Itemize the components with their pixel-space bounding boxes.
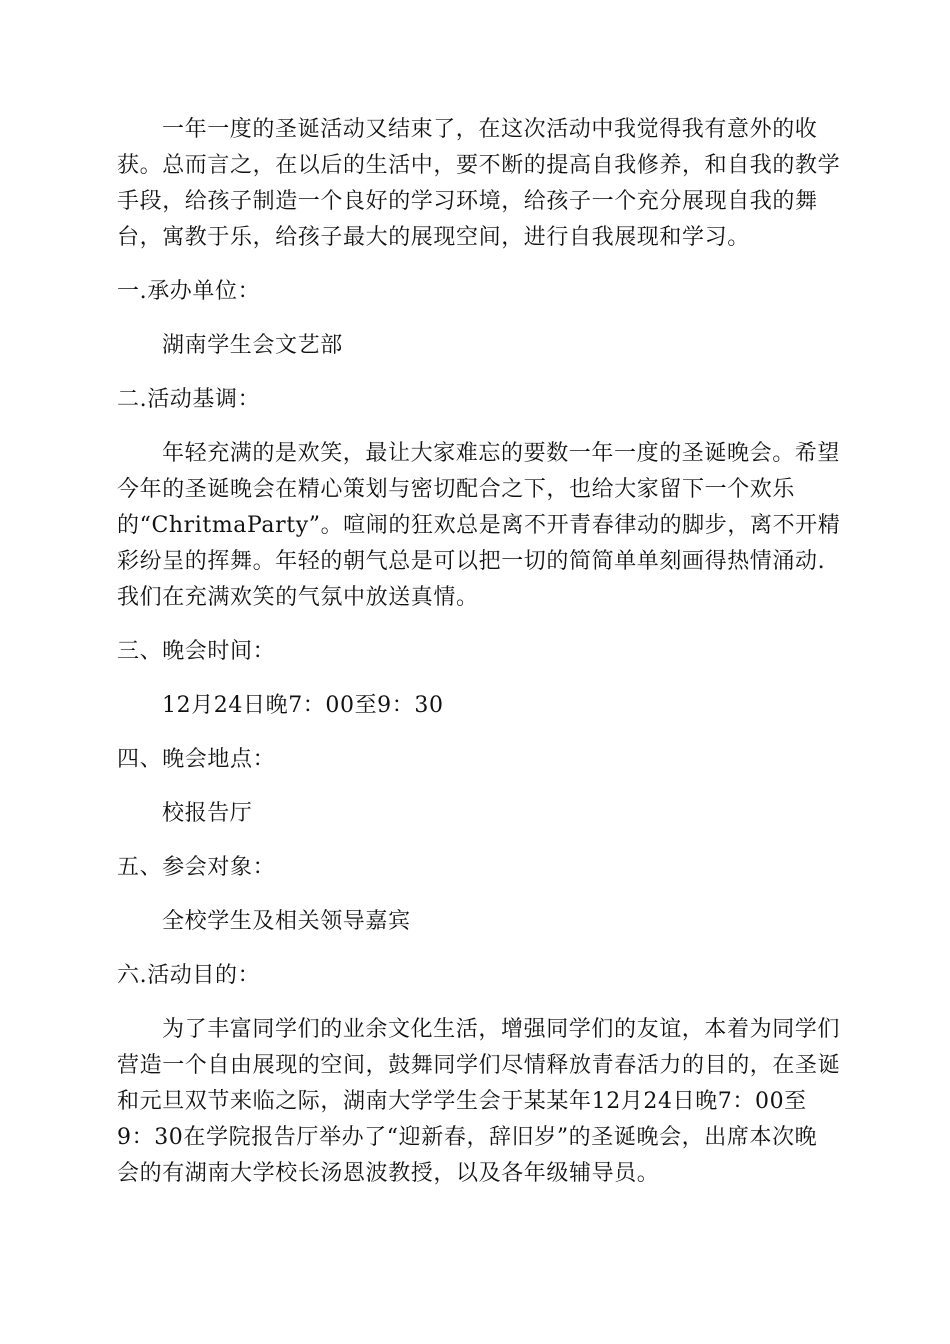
section2-heading: 二.活动基调： (117, 387, 261, 412)
section6-line: 营造一个自由展现的空间，鼓舞同学们尽情释放青春活力的目的，在圣诞 (117, 1053, 841, 1078)
section6-line: 和元旦双节来临之际，湖南大学学生会于某某年12月24日晚7：00至 (117, 1089, 807, 1114)
section4-heading: 四、晚会地点： (117, 747, 276, 772)
intro-line: 一年一度的圣诞活动又结束了，在这次活动中我觉得我有意外的收 (162, 117, 818, 142)
section4-body: 校报告厅 (162, 801, 253, 826)
section2-line: 的“ChritmaParty”。喧闹的狂欢总是离不开青春律动的脚步，离不开精 (117, 513, 841, 538)
section5-body: 全校学生及相关领导嘉宾 (162, 909, 411, 934)
intro-paragraph (117, 112, 841, 256)
section6-heading: 六.活动目的： (117, 963, 261, 988)
section1-body: 湖南学生会文艺部 (162, 333, 343, 358)
section6-line: 9：30在学院报告厅举办了“迎新春，辞旧岁”的圣诞晚会，出席本次晚 (117, 1125, 818, 1150)
section5-heading: 五、参会对象： (117, 855, 276, 880)
section1-heading: 一.承办单位： (117, 279, 261, 304)
section2-line: 年轻充满的是欢笑，最让大家难忘的要数一年一度的圣诞晚会。希望 (162, 441, 841, 466)
section2-line: 我们在充满欢笑的气氛中放送真情。 (117, 585, 479, 610)
section6-line: 为了丰富同学们的业余文化生活，增强同学们的友谊，本着为同学们 (162, 1017, 841, 1042)
section3-heading: 三、晚会时间： (117, 639, 276, 664)
intro-line: 获。总而言之，在以后的生活中，要不断的提高自我修养，和自我的教学 (117, 153, 841, 178)
intro-line: 手段，给孩子制造一个良好的学习环境，给孩子一个充分展现自我的舞 (117, 189, 818, 214)
section2-line: 彩纷呈的挥舞。年轻的朝气总是可以把一切的简简单单刻画得热情涌动. (117, 549, 826, 574)
section6-line: 会的有湖南大学校长汤恩波教授，以及各年级辅导员。 (117, 1161, 660, 1186)
section2-line: 今年的圣诞晚会在精心策划与密切配合之下，也给大家留下一个欢乐 (117, 477, 796, 502)
section2-paragraph (117, 436, 841, 616)
section3-body: 12月24日晚7：00至9：30 (162, 693, 444, 718)
intro-line: 台，寓教于乐，给孩子最大的展现空间，进行自我展现和学习。 (117, 225, 750, 250)
section6-paragraph (117, 1012, 841, 1192)
document-body (117, 112, 841, 1192)
